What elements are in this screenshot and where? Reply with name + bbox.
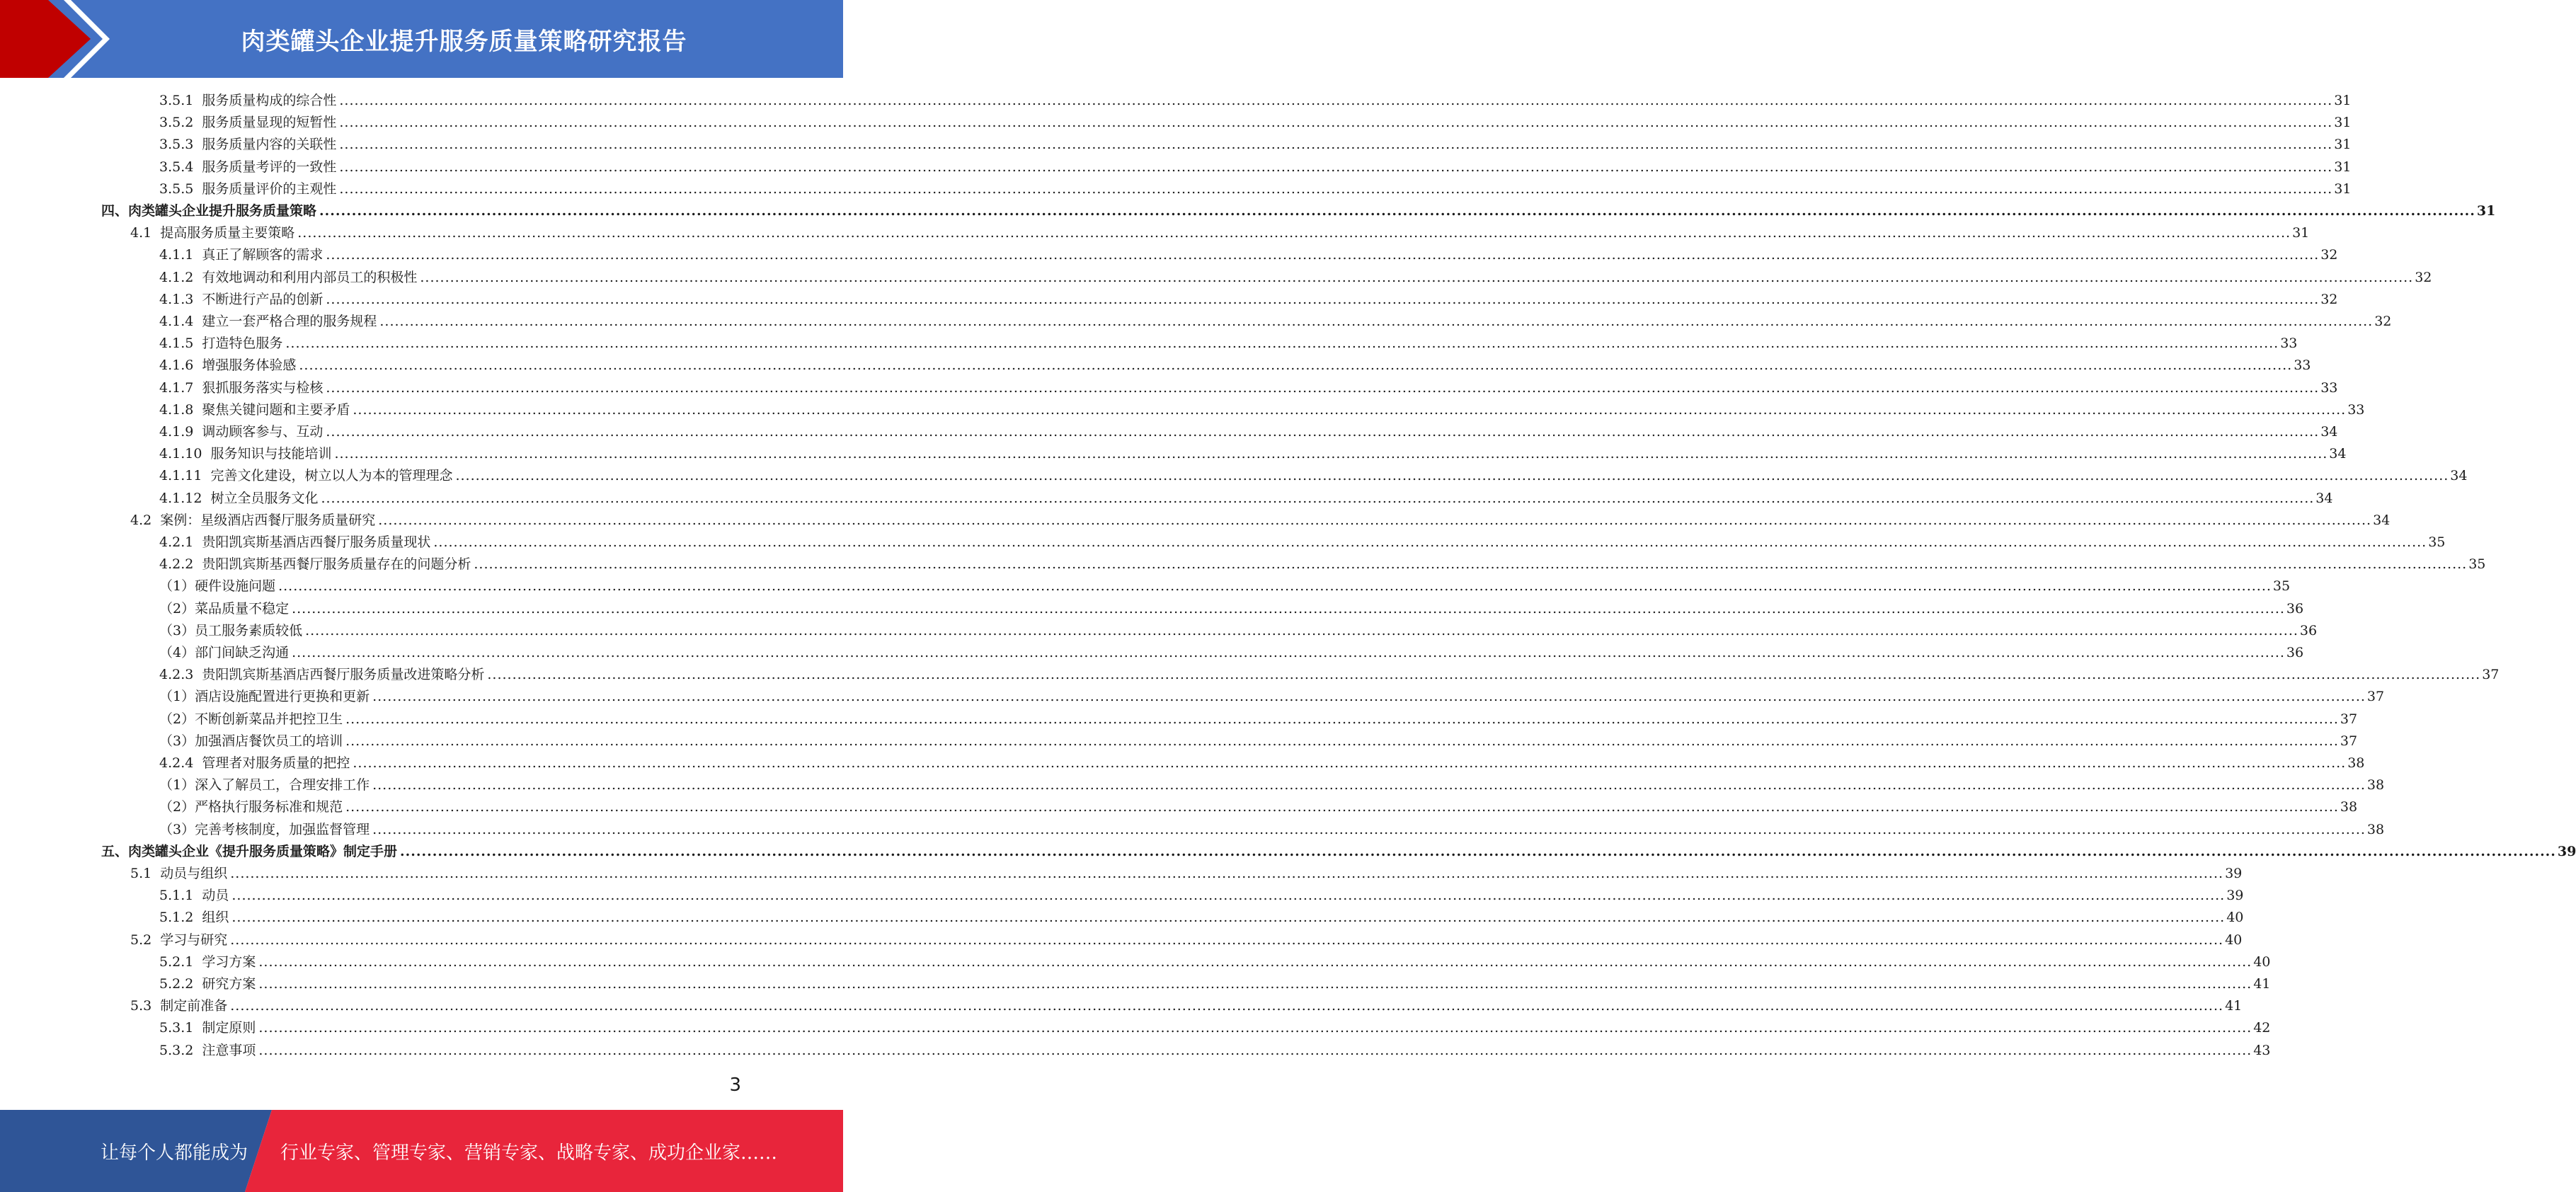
toc-entry[interactable] [159, 752, 2365, 774]
toc-entry[interactable] [159, 90, 2352, 112]
toc-entry-title: 真正了解顾客的需求 [202, 247, 324, 263]
toc-entry-number: 4.2.3 [159, 667, 194, 683]
toc-entry-page: 34 [2450, 468, 2468, 484]
toc-leader-dots: ................................................................................................................................................................................................................................................................................................................................................................................................................ [230, 998, 2224, 1014]
toc-leader-dots: ................................................................................................................................................................................................................................................................................................................................................................................................................ [258, 1042, 2252, 1058]
toc-entry-title: 提高服务质量主要策略 [160, 225, 295, 241]
toc-entry-label [159, 333, 282, 355]
toc-entry-label [159, 730, 343, 752]
toc-entry-page: 35 [2428, 534, 2446, 550]
toc-entry-page: 32 [2374, 314, 2392, 329]
toc-entry-page: 39 [2225, 866, 2243, 881]
toc-entry-title: 打造特色服务 [202, 336, 283, 352]
toc-entry-page: 31 [2334, 137, 2352, 153]
toc-entry-label [159, 488, 318, 510]
toc-entry-number: 4.1.9 [159, 424, 194, 440]
toc-leader-dots: ................................................................................................................................................................................................................................................................................................................................................................................................................ [353, 401, 2347, 418]
toc-entry-label [130, 222, 294, 244]
toc-entry-page: 33 [2294, 357, 2311, 374]
toc-entry-title: 服务质量显现的短暂性 [202, 115, 337, 131]
toc-leader-dots: ................................................................................................................................................................................................................................................................................................................................................................................................................ [339, 180, 2333, 197]
toc-entry[interactable] [159, 554, 2486, 575]
toc-entry[interactable] [159, 156, 2352, 178]
toc-entry[interactable] [130, 863, 2243, 885]
toc-entry[interactable] [159, 973, 2271, 995]
toc-leader-dots: ................................................................................................................................................................................................................................................................................................................................................................................................................ [258, 953, 2252, 970]
toc-entry-title: 服务质量内容的关联性 [202, 137, 337, 153]
toc-entry-number: 3.5.5 [159, 180, 194, 197]
toc-entry[interactable] [159, 355, 2311, 377]
toc-entry-page: 40 [2226, 910, 2244, 926]
toc-entry[interactable] [159, 620, 2318, 642]
toc-entry-title: （3）加强酒店餐饮员工的培训 [159, 733, 343, 749]
toc-entry-number: 5.1.1 [159, 888, 194, 904]
toc-entry-number: 5.3.1 [159, 1020, 194, 1036]
toc-entry-title: 狠抓服务落实与检核 [202, 379, 324, 396]
toc-entry-number: 4.2 [130, 512, 152, 528]
toc-entry[interactable] [159, 1040, 2271, 1062]
toc-entry-page: 31 [2476, 203, 2496, 219]
toc-entry-number: 5.2.2 [159, 976, 194, 992]
toc-entry-title: （1）硬件设施问题 [159, 578, 276, 595]
toc-entry-label [159, 156, 336, 178]
toc-leader-dots: ................................................................................................................................................................................................................................................................................................................................................................................................................ [326, 247, 2320, 263]
toc-entry[interactable] [159, 796, 2358, 818]
toc-entry-number: 4.1 [130, 225, 152, 241]
toc-leader-dots: ................................................................................................................................................................................................................................................................................................................................................................................................................ [230, 866, 2224, 881]
toc-entry-label [159, 819, 370, 841]
toc-entry-title: 五、肉类罐头企业《提升服务质量策略》制定手册 [101, 843, 398, 859]
toc-entry[interactable] [159, 642, 2304, 664]
toc-leader-dots: ................................................................................................................................................................................................................................................................................................................................................................................................................ [345, 733, 2339, 749]
toc-entry-number: 5.3.2 [159, 1042, 194, 1058]
toc-entry-number: 4.1.11 [159, 468, 202, 484]
page-footer [0, 1110, 843, 1192]
toc-entry-title: 服务知识与技能培训 [210, 446, 332, 462]
toc-entry-number: 5.2.1 [159, 953, 194, 970]
toc-entry[interactable] [159, 112, 2352, 134]
toc-entry-number: 4.1.12 [159, 490, 202, 506]
toc-leader-dots: ................................................................................................................................................................................................................................................................................................................................................................................................................ [299, 357, 2293, 374]
toc-entry-label [159, 885, 229, 907]
toc-entry-label [159, 686, 370, 708]
toc-entry[interactable] [159, 267, 2432, 289]
toc-entry-page: 31 [2292, 225, 2310, 241]
toc-entry-page: 31 [2334, 180, 2352, 197]
toc-entry-number: 4.1.1 [159, 247, 194, 263]
toc-entry-label [159, 465, 452, 487]
toc-entry-label [159, 134, 336, 156]
toc-entry-label [159, 355, 296, 377]
toc-entry-page: 39 [2557, 843, 2576, 859]
toc-entry[interactable] [159, 907, 2244, 929]
toc-entry-label [159, 575, 275, 597]
toc-leader-dots: ................................................................................................................................................................................................................................................................................................................................................................................................................ [372, 777, 2366, 793]
toc-entry-title: 增强服务体验感 [202, 357, 297, 374]
toc-leader-dots: ................................................................................................................................................................................................................................................................................................................................................................................................................ [474, 556, 2468, 573]
toc-leader-dots: ................................................................................................................................................................................................................................................................................................................................................................................................................ [258, 976, 2252, 992]
toc-entry-page: 38 [2366, 777, 2385, 793]
toc-entry-title: 动员 [202, 888, 229, 904]
toc-entry[interactable] [159, 532, 2446, 554]
toc-entry-title: 服务质量评价的主观性 [202, 180, 337, 197]
toc-entry-title: 贵阳凯宾斯基酒店西餐厅服务质量改进策略分析 [202, 667, 485, 683]
toc-entry[interactable] [130, 222, 2310, 244]
toc-entry[interactable] [159, 951, 2271, 973]
toc-leader-dots: ................................................................................................................................................................................................................................................................................................................................................................................................................ [339, 93, 2333, 108]
toc-leader-dots: ................................................................................................................................................................................................................................................................................................................................................................................................................ [420, 269, 2414, 285]
toc-entry-title: （2）严格执行服务标准和规范 [159, 799, 343, 815]
toc-entry-label [159, 1017, 256, 1039]
toc-entry[interactable] [159, 730, 2358, 752]
toc-entry-title: 四、肉类罐头企业提升服务质量策略 [101, 203, 317, 219]
toc-entry-page: 34 [2329, 446, 2347, 462]
toc-entry[interactable] [159, 134, 2352, 156]
toc-entry-number: 3.5.2 [159, 115, 194, 131]
toc-entry-label [159, 443, 331, 465]
toc-entry-label [130, 929, 227, 951]
toc-entry-page: 38 [2340, 799, 2358, 815]
toc-entry-label [130, 995, 227, 1017]
toc-entry[interactable] [130, 929, 2243, 951]
toc-leader-dots: ................................................................................................................................................................................................................................................................................................................................................................................................................ [230, 932, 2224, 948]
toc-leader-dots: ................................................................................................................................................................................................................................................................................................................................................................................................................ [326, 424, 2320, 440]
toc-leader-dots: ................................................................................................................................................................................................................................................................................................................................................................................................................ [285, 336, 2279, 352]
toc-entry-page: 31 [2334, 159, 2352, 175]
toc-entry-label [101, 841, 397, 863]
toc-leader-dots: ................................................................................................................................................................................................................................................................................................................................................................................................................ [334, 446, 2328, 462]
toc-entry-label [159, 289, 323, 311]
toc-entry-label [159, 664, 484, 686]
toc-entry-number: 4.1.5 [159, 336, 194, 352]
toc-entry[interactable] [101, 200, 2496, 222]
toc-entry[interactable] [159, 333, 2298, 355]
toc-entry[interactable] [159, 377, 2338, 399]
toc-entry-title: 制定前准备 [160, 998, 228, 1014]
toc-entry[interactable] [159, 178, 2352, 200]
toc-entry-title: 制定原则 [202, 1020, 256, 1036]
toc-leader-dots: ................................................................................................................................................................................................................................................................................................................................................................................................................ [278, 578, 2272, 595]
toc-entry-page: 35 [2468, 556, 2486, 573]
toc-entry-title: 组织 [202, 910, 229, 926]
toc-entry-title: 有效地调动和利用内部员工的积极性 [202, 269, 418, 285]
toc-entry-title: （3）完善考核制度，加强监督管理 [159, 821, 370, 837]
toc-entry-page: 37 [2366, 689, 2385, 705]
toc-leader-dots: ................................................................................................................................................................................................................................................................................................................................................................................................................ [400, 843, 2556, 859]
toc-entry-number: 4.1.2 [159, 269, 194, 285]
toc-entry-label [159, 709, 343, 730]
toc-entry-title: 学习方案 [202, 953, 256, 970]
toc-entry-title: 服务质量构成的综合性 [202, 93, 337, 108]
toc-entry-page: 36 [2286, 600, 2304, 617]
toc-entry-label [159, 377, 323, 399]
toc-entry-number: 5.1.2 [159, 910, 194, 926]
toc-entry-page: 37 [2340, 733, 2358, 749]
toc-entry-title: （3）员工服务素质较低 [159, 622, 303, 638]
document-title: 肉类罐头企业提升服务质量策略研究报告 [241, 27, 687, 56]
toc-entry[interactable] [159, 709, 2358, 730]
toc-entry-number: 4.1.8 [159, 401, 194, 418]
toc-leader-dots: ................................................................................................................................................................................................................................................................................................................................................................................................................ [231, 888, 2226, 904]
toc-entry-title: 树立全员服务文化 [210, 490, 319, 506]
toc-entry-page: 34 [2373, 512, 2391, 528]
toc-leader-dots: ................................................................................................................................................................................................................................................................................................................................................................................................................ [345, 799, 2339, 815]
toc-entry-title: 案例：星级酒店西餐厅服务质量研究 [160, 512, 376, 528]
toc-entry[interactable] [159, 1017, 2271, 1039]
toc-entry-title: 贵阳凯宾斯基酒店西餐厅服务质量现状 [202, 534, 431, 550]
toc-entry-title: （1）深入了解员工，合理安排工作 [159, 777, 370, 793]
toc-entry-page: 40 [2253, 953, 2271, 970]
toc-entry-title: 聚焦关键问题和主要矛盾 [202, 401, 350, 418]
toc-entry-label [159, 642, 289, 664]
toc-leader-dots: ................................................................................................................................................................................................................................................................................................................................................................................................................ [326, 291, 2320, 307]
toc-entry-page: 34 [2320, 424, 2338, 440]
toc-entry-label [159, 620, 302, 642]
toc-entry-page: 31 [2334, 115, 2352, 131]
toc-entry-title: 管理者对服务质量的把控 [202, 755, 350, 771]
toc-leader-dots: ................................................................................................................................................................................................................................................................................................................................................................................................................ [339, 115, 2333, 131]
toc-entry-label [159, 399, 350, 421]
toc-leader-dots: ................................................................................................................................................................................................................................................................................................................................................................................................................ [379, 314, 2374, 329]
toc-entry[interactable] [159, 885, 2244, 907]
toc-entry[interactable] [159, 575, 2291, 597]
toc-entry-page: 37 [2482, 667, 2500, 683]
toc-entry-page: 43 [2253, 1042, 2271, 1058]
toc-leader-dots: ................................................................................................................................................................................................................................................................................................................................................................................................................ [378, 512, 2372, 528]
toc-entry-number: 3.5.4 [159, 159, 194, 175]
toc-entry-number: 4.2.1 [159, 534, 194, 550]
toc-entry[interactable] [159, 289, 2338, 311]
toc-entry-page: 39 [2226, 888, 2244, 904]
toc-entry-page: 32 [2320, 291, 2338, 307]
toc-leader-dots: ................................................................................................................................................................................................................................................................................................................................................................................................................ [372, 821, 2366, 837]
toc-entry-title: 注意事项 [202, 1042, 256, 1058]
toc-leader-dots: ................................................................................................................................................................................................................................................................................................................................................................................................................ [326, 379, 2320, 396]
page-number: 3 [729, 1074, 741, 1096]
toc-leader-dots: ................................................................................................................................................................................................................................................................................................................................................................................................................ [372, 689, 2366, 705]
toc-entry-number: 4.1.7 [159, 379, 194, 396]
toc-entry[interactable] [101, 841, 2576, 863]
toc-entry[interactable] [159, 819, 2385, 841]
toc-entry-label [159, 951, 256, 973]
toc-entry-page: 32 [2415, 269, 2432, 285]
toc-entry[interactable] [159, 664, 2500, 686]
toc-entry[interactable] [159, 465, 2468, 487]
toc-entry[interactable] [130, 510, 2391, 532]
toc-leader-dots: ................................................................................................................................................................................................................................................................................................................................................................................................................ [321, 490, 2315, 506]
toc-entry-title: （1）酒店设施配置进行更换和更新 [159, 689, 370, 705]
toc-entry-number: 5.1 [130, 866, 152, 881]
toc-entry-title: 服务质量考评的一致性 [202, 159, 337, 175]
toc-entry-label [130, 863, 227, 885]
toc-leader-dots: ................................................................................................................................................................................................................................................................................................................................................................................................................ [433, 534, 2427, 550]
toc-entry[interactable] [130, 995, 2243, 1017]
page-header [0, 0, 843, 78]
toc-entry-title: 学习与研究 [160, 932, 228, 948]
toc-entry-label [159, 554, 471, 575]
toc-entry-page: 36 [2299, 622, 2318, 638]
toc-entry-label [101, 200, 316, 222]
toc-entry[interactable] [159, 598, 2304, 620]
toc-entry-label [159, 178, 336, 200]
toc-entry-label [159, 907, 229, 929]
toc-entry-page: 40 [2225, 932, 2243, 948]
toc-leader-dots: ................................................................................................................................................................................................................................................................................................................................................................................................................ [292, 645, 2285, 660]
toc-entry-label [159, 1040, 256, 1062]
toc-entry-label [159, 311, 377, 333]
toc-entry-label [159, 112, 336, 134]
toc-entry-title: 调动顾客参与、互动 [202, 424, 324, 440]
toc-entry[interactable] [159, 244, 2338, 266]
toc-entry-title: 完善文化建设，树立以人为本的管理理念 [210, 468, 453, 484]
toc-entry-title: 研究方案 [202, 976, 256, 992]
toc-entry-label [130, 510, 375, 532]
toc-entry-page: 34 [2315, 490, 2333, 506]
toc-entry-page: 38 [2366, 821, 2385, 837]
toc-entry-label [159, 532, 430, 554]
toc-entry-page: 36 [2286, 645, 2304, 660]
toc-entry-number: 4.1.10 [159, 446, 202, 462]
toc-entry-page: 35 [2272, 578, 2291, 595]
toc-entry-title: （2）菜品质量不稳定 [159, 600, 290, 617]
toc-entry-number: 5.3 [130, 998, 152, 1014]
toc-entry-label [159, 244, 323, 266]
toc-entry[interactable] [159, 488, 2333, 510]
toc-leader-dots: ................................................................................................................................................................................................................................................................................................................................................................................................................ [353, 755, 2347, 771]
toc-leader-dots: ................................................................................................................................................................................................................................................................................................................................................................................................................ [455, 468, 2449, 484]
toc-entry[interactable] [159, 686, 2385, 708]
toc-entry-title: 贵阳凯宾斯基西餐厅服务质量存在的问题分析 [202, 556, 471, 573]
toc-entry-number: 4.1.4 [159, 314, 194, 329]
toc-leader-dots: ................................................................................................................................................................................................................................................................................................................................................................................................................ [339, 137, 2333, 153]
footer-slogan-right: 行业专家、管理专家、营销专家、战略专家、成功企业家…… [280, 1142, 778, 1164]
toc-leader-dots: ................................................................................................................................................................................................................................................................................................................................................................................................................ [319, 203, 2475, 219]
toc-entry[interactable] [159, 421, 2338, 443]
toc-entry-title: （4）部门间缺乏沟通 [159, 645, 290, 660]
toc-entry-page: 42 [2253, 1020, 2271, 1036]
toc-entry-number: 4.1.6 [159, 357, 194, 374]
toc-entry-page: 41 [2225, 998, 2243, 1014]
toc-leader-dots: ................................................................................................................................................................................................................................................................................................................................................................................................................ [345, 711, 2339, 727]
toc-entry[interactable] [159, 774, 2385, 796]
toc-entry-page: 32 [2320, 247, 2338, 263]
toc-entry-page: 33 [2320, 379, 2338, 396]
footer-slogan-left: 让每个人都能成为 [101, 1142, 248, 1164]
toc-entry-page: 41 [2253, 976, 2271, 992]
toc-entry[interactable] [159, 399, 2365, 421]
toc-entry-label [159, 598, 289, 620]
toc-leader-dots: ................................................................................................................................................................................................................................................................................................................................................................................................................ [487, 667, 2481, 683]
toc-entry-number: 4.2.4 [159, 755, 194, 771]
toc-entry-number: 5.2 [130, 932, 152, 948]
toc-entry-title: 不断进行产品的创新 [202, 291, 324, 307]
toc-entry-number: 3.5.1 [159, 93, 194, 108]
toc-entry-label [159, 267, 417, 289]
toc-entry-number: 4.1.3 [159, 291, 194, 307]
toc-entry-page: 31 [2334, 93, 2352, 108]
toc-entry-title: 建立一套严格合理的服务规程 [202, 314, 377, 329]
toc-entry-title: 动员与组织 [160, 866, 228, 881]
toc-entry-label [159, 973, 256, 995]
toc-entry-number: 3.5.3 [159, 137, 194, 153]
toc-leader-dots: ................................................................................................................................................................................................................................................................................................................................................................................................................ [339, 159, 2333, 175]
toc-entry-page: 33 [2280, 336, 2298, 352]
toc-leader-dots: ................................................................................................................................................................................................................................................................................................................................................................................................................ [292, 600, 2285, 617]
toc-leader-dots: ................................................................................................................................................................................................................................................................................................................................................................................................................ [258, 1020, 2252, 1036]
toc-entry-title: （2）不断创新菜品并把控卫生 [159, 711, 343, 727]
toc-entry-page: 38 [2347, 755, 2365, 771]
toc-entry-number: 4.2.2 [159, 556, 194, 573]
toc-entry-label [159, 796, 343, 818]
toc-entry-label [159, 421, 323, 443]
toc-entry-label [159, 90, 336, 112]
toc-leader-dots: ................................................................................................................................................................................................................................................................................................................................................................................................................ [231, 910, 2226, 926]
toc-leader-dots: ................................................................................................................................................................................................................................................................................................................................................................................................................ [297, 225, 2291, 241]
toc-entry-page: 37 [2340, 711, 2358, 727]
toc-entry-label [159, 752, 350, 774]
toc-entry-label [159, 774, 370, 796]
toc-leader-dots: ................................................................................................................................................................................................................................................................................................................................................................................................................ [305, 622, 2299, 638]
toc-entry-page: 33 [2347, 401, 2365, 418]
toc-entry[interactable] [159, 311, 2392, 333]
toc-entry[interactable] [159, 443, 2347, 465]
